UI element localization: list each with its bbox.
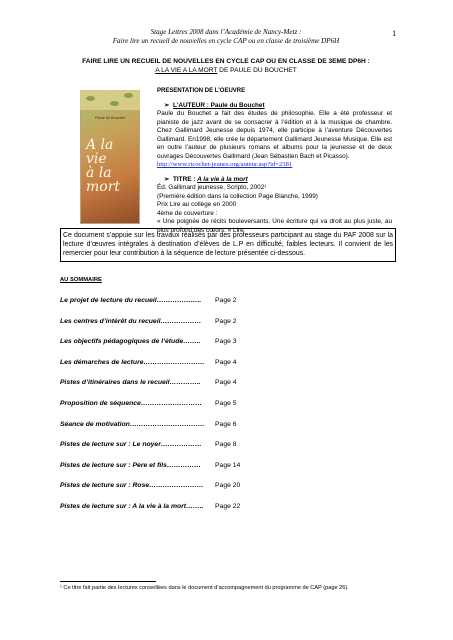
back-cover-label: 4ème de couverture : bbox=[157, 209, 218, 217]
toc-page: Page 20 bbox=[215, 482, 241, 490]
title-book: A LA VIE A LA MORT bbox=[155, 67, 218, 74]
cover-author: Paule du Bouchet bbox=[95, 116, 125, 120]
toc-row[interactable] bbox=[60, 318, 360, 339]
title-main: FAIRE LIRE UN RECUEIL DE NOUVELLES EN CYCLE CAP OU EN CLASSE DE 3EME DP6H : bbox=[82, 58, 370, 65]
footnote-rule bbox=[60, 581, 156, 582]
cover-title bbox=[86, 138, 138, 194]
author-heading bbox=[166, 102, 392, 111]
author-link[interactable]: http://www.ricochet-jeunes.org/auteur.asp?id=2381 bbox=[157, 161, 293, 168]
toc-label: Pistes de lecture sur : Le noyer……………… bbox=[60, 441, 202, 449]
header-line-1: Stage Lettres 2008 dans l’Académie de Nancy-Metz : bbox=[150, 28, 302, 36]
page-header bbox=[60, 28, 392, 46]
document-title bbox=[60, 57, 392, 75]
toc-label: Séance de motivation…………………………… bbox=[60, 420, 205, 428]
leaf-decoration bbox=[110, 101, 119, 106]
toc-label: Les centres d’intérêt du recueil……………… bbox=[60, 317, 202, 325]
arrow-bullet-icon: ➢ bbox=[164, 175, 170, 183]
toc-label: Les démarches de lecture……………………… bbox=[60, 358, 205, 366]
toc-page: Page 5 bbox=[215, 399, 237, 407]
notice-box: Ce document s’appuie sur les travaux réalisés par des professeurs participant au stage du PAF 2008 sur la lecture d’œuvres intégrales à destination d’élèves de L.P en difficulté, faibles lecteurs. Il convient de les remercier pour leur contribution à la séquence de lecture présentée ci-dessous. bbox=[60, 228, 396, 262]
table-of-contents bbox=[60, 297, 360, 524]
toc-page: Page 2 bbox=[215, 317, 237, 325]
author-heading-text: L’AUTEUR : Paule du Bouchet bbox=[173, 101, 265, 109]
title-sub bbox=[60, 66, 392, 75]
prize: Prix Lire au collège en 2000 bbox=[157, 201, 237, 208]
edition: Éd. Gallimard jeunesse, Scripto, 2002¹ bbox=[157, 184, 267, 191]
toc-row[interactable] bbox=[60, 400, 360, 421]
toc-page: Page 14 bbox=[215, 461, 241, 469]
toc-page: Page 22 bbox=[215, 502, 241, 510]
toc-row[interactable] bbox=[60, 462, 360, 483]
toc-page: Page 3 bbox=[215, 338, 237, 346]
toc-label: Pistes de lecture sur : A la vie à la mort…….. bbox=[60, 502, 204, 510]
header-line-2: Faire lire un recueil de nouvelles en cycle CAP ou en classe de troisième DP6H bbox=[112, 37, 340, 45]
toc-row[interactable] bbox=[60, 503, 360, 524]
book-heading-title: A la vie à la mort bbox=[197, 175, 248, 183]
toc-page: Page 8 bbox=[215, 441, 237, 449]
footnote: ¹ Ce titre fait partie des lectures conseillées dans le document d’accompagnement du programme de CAP (page 26). bbox=[60, 585, 349, 591]
toc-row[interactable] bbox=[60, 379, 360, 400]
toc-label: Les objectifs pédagogiques de l’étude…….. bbox=[60, 338, 201, 346]
back-cover-quote: « Une poignée de récits bouleversants. Une écriture qui va droit au plus juste, au plus profond des cœurs. » Lire bbox=[157, 218, 392, 234]
leaf-decoration bbox=[124, 93, 133, 98]
leaf-decoration bbox=[86, 96, 95, 101]
toc-row[interactable] bbox=[60, 441, 360, 462]
arrow-bullet-icon: ➢ bbox=[164, 101, 170, 109]
book-heading-prefix: TITRE : bbox=[173, 175, 198, 183]
toc-row[interactable] bbox=[60, 338, 360, 359]
cover-title-line-2: à la mort bbox=[86, 165, 121, 195]
toc-row[interactable] bbox=[60, 421, 360, 442]
toc-label: Pistes d’itinéraires dans le recueil………….. bbox=[60, 379, 201, 387]
book-heading bbox=[166, 176, 392, 185]
summary-title: AU SOMMAIRE bbox=[60, 277, 102, 283]
toc-page: Page 4 bbox=[215, 379, 237, 387]
toc-row[interactable] bbox=[60, 297, 360, 318]
presentation-title: PRESENTATION DE L’OEUVRE bbox=[157, 88, 246, 94]
toc-row[interactable] bbox=[60, 482, 360, 503]
toc-page: Page 2 bbox=[215, 297, 237, 304]
presentation-section bbox=[157, 87, 392, 235]
toc-label: Le projet de lecture du recueil……………….. bbox=[60, 297, 202, 304]
toc-label: Proposition de séquence……………………… bbox=[60, 399, 202, 407]
toc-label: Pistes de lecture sur : Rose…………………… bbox=[60, 482, 204, 490]
toc-page: Page 4 bbox=[215, 358, 237, 366]
first-edition: (Première édition dans la collection Page Blanche, 1999) bbox=[157, 192, 318, 200]
book-cover-image bbox=[80, 90, 140, 224]
title-author-prefix: DE bbox=[217, 67, 231, 74]
author-bio: Paule du Bouchet a fait des études de philosophie. Elle a été professeur et pianiste de jazz avant de se consacrer à l’édition et à la musique de chambre. Chez Gallimard Jeunesse depuis 1974, elle participe à l’aventure Découvertes Gallimard. En1998, elle crée le département Gallimard Jeunesse Musique. Elle est en outre l’auteur de plusieurs romans et albums pour la jeunesse et de deux ouvrages Découvertes Gallimard (Jean Sébastien Bach et Picasso). bbox=[157, 110, 392, 160]
cover-title-line-1: A la vie bbox=[86, 137, 114, 167]
title-author: PAULE DU BOUCHET bbox=[230, 67, 297, 74]
toc-row[interactable] bbox=[60, 359, 360, 380]
page-number: 1 bbox=[392, 28, 397, 38]
toc-label: Pistes de lecture sur : Père et fils…………… bbox=[60, 461, 201, 469]
toc-page: Page 6 bbox=[215, 420, 237, 428]
